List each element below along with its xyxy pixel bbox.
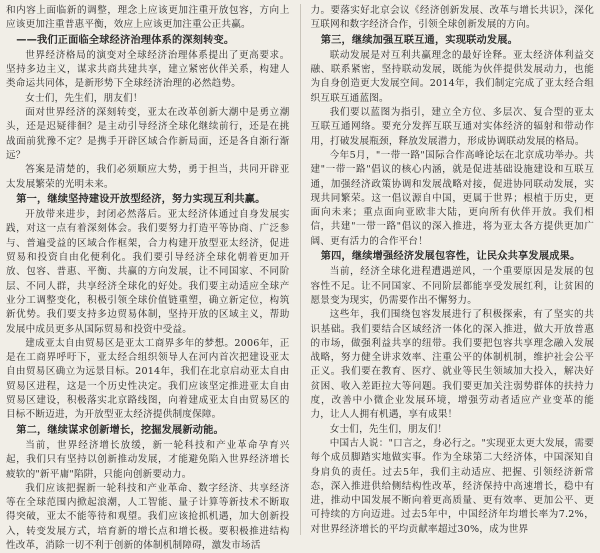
paragraph: 答案是清楚的，我们必须顺应大势，勇于担当，共同开辟亚太发展繁荣的光明未来。 (6, 164, 290, 190)
paragraph: 当前，经济全球化进程遭遇逆风，一个重要原因是发展的包容性不足。让不同国家、不同阶层都能享受发展红利，让贫困的愿景变为现实，仍需要作出不懈努力。 (310, 266, 594, 306)
paragraph: 面对世界经济的深刻转变，亚太在改革创新大潮中是勇立潮头，还是迟疑徘徊？是主动引导经济全球化继续前行，还是在挑战面前犹豫不定？是携手开辟区域合作新局面，还是各自渐行渐远？ (6, 107, 290, 161)
section-heading: 第三，继续加强互联互通，实现联动发展。 (320, 34, 519, 46)
paragraph: 我们要以蓝图为指引，建立全方位、多层次、复合型的亚太互联互通网络。要充分发挥互联互通对实体经济的辐射和带动作用，打破发展瓶颈，释放发展潜力，形成协调联动发展的格局。 (310, 107, 594, 147)
paragraph: 开放带来进步，封闭必然落后。亚太经济体通过自身发展实践，对这一点有着深刻体会。我们要努力打造平等协商、广泛参与、普遍受益的区域合作框架，合力构建开放型亚太经济，促进贸易和投资自由化便利化。我们要引导经济全球化朝着更加开放、包容、普惠、平衡、共赢的方向发展，让不同国家、不同阶层、不同人群，共享经济全球化的好处。我们要主动适应全球产业分工调整变化，积极引领全球价值链重塑，确立新定位，构筑新优势。我们要支持多边贸易体制，坚持开放的区域主义，帮助发展中成员更多从国际贸易和投资中受益。 (6, 209, 290, 335)
left-column (6, 4, 290, 551)
section-heading: 第四，继续增强经济发展包容性，让民众共享发展成果。 (320, 251, 581, 263)
paragraph: 中国古人说："口言之，身必行之。"实现亚太更大发展，需要每个成员脚踏实地做实事。作为全球第二大经济体，中国深知自身肩负的责任。过去5年，我们主动适应、把握、引领经济新常态，深入推进供给侧结构性改革，经济保持中高速增长，稳中有进，推动中国发展不断向着更高质量、更有效率、更加公平、更可持续的方向迈进。过去5年中，中国经济年均增长率为7.2%，对世界经济增长的平均贡献率超过30%，成为世界 (310, 437, 594, 535)
section-heading: ——我们正面临全球经济治理体系的深刻转变。 (16, 34, 235, 46)
paragraph: 联动发展是对互利共赢理念的最好诠释。亚太经济体利益交融、联系紧密，坚持联动发展，既能为伙伴提供发展动力，也能为自身创造更大发展空间。2014年，我们制定完成了亚太经合组织互联互通蓝图。 (310, 49, 594, 104)
paragraph: 世界经济格局的演变对全球经济治理体系提出了更高要求。坚持多边主义，谋求共商共建共享，建立紧密伙伴关系，构建人类命运共同体，是新形势下全球经济治理的必然趋势。 (6, 49, 290, 90)
paragraph: 力。要落实好北京会议《经济创新发展、改革与增长共识》，深化互联网和数字经济合作，引领全球创新发展的方向。 (310, 5, 594, 31)
paragraph: 女士们，先生们，朋友们！ (25, 92, 143, 104)
column-divider (300, 4, 301, 535)
section-heading: 第二，继续谋求创新增长，挖掘发展新动能。 (16, 424, 224, 436)
paragraph: 今年5月，"一带一路"国际合作高峰论坛在北京成功举办。共建"一带一路"倡议的核心内涵，就是促进基础设施建设和互联互通，加强经济政策协调和发展战略对接，促进协同联动发展，实现共同繁荣。这一倡议源自中国，更属于世界；根植于历史，更面向未来；重点面向亚欧非大陆，更向所有伙伴开放。我们相信，共建"一带一路"倡议的深入推进，将为亚太各方提供更加广阔、更有活力的合作平台！ (310, 149, 594, 247)
paragraph: 女士们，先生们，朋友们！ (329, 423, 448, 435)
paragraph: 建成亚太自由贸易区是亚太工商界多年的梦想。2006年，正是在工商界呼吁下，亚太经合组织领导人在河内首次把建设亚太自由贸易区确立为远景目标。2014年，我们在北京启动亚太自由贸易区进程，这是一个历史性决定。我们应该坚定推进亚太自由贸易区建设，积极落实北京路线图，向着建成亚太自由贸易区的目标不断迈进，为开放型亚太经济提供制度保障。 (6, 337, 290, 421)
right-column (311, 4, 595, 535)
paragraph: 这些年，我们围绕包容发展进行了积极探索，有了坚实的共识基础。我们要结合区域经济一体化的深入推进，做大开放普惠的市场，做强利益共享的纽带。我们要把包容共享理念融入发展战略，努力健全讲求效率、注重公平的体制机制，维护社会公平正义。我们要在教育、医疗、就业等民生领域加大投入，解决好贫困、收入差距拉大等问题。我们要更加关注弱势群体的扶持力度，改善中小微企业发展环境，增强劳动者适应产业变革的能力，让人人拥有机遇，享有成果！ (310, 309, 594, 421)
paragraph: 和内容上面临新的调整，理念上应该更加注重开放包容，方向上应该更加注重普惠平衡，效应上应该更加注重公正共赢。 (6, 5, 290, 31)
paragraph: 我们应该把握新一轮科技和产业革命、数字经济、共享经济等在全球范围内掀起浪潮，人工智能、量子计算等新技术不断取得突破，亚太不能等待和观望。我们应该抢抓机遇，加大创新投入，转变发展方式，培育新的增长点和增长极。要积极推进结构性改革，消除一切不利于创新的体制机制障碍，激发市场活 (6, 482, 290, 551)
section-heading: 第一，继续坚持建设开放型经济，努力实现互利共赢。 (16, 193, 266, 205)
paragraph: 当前，世界经济增长放缓，新一轮科技和产业革命孕育兴起，我们只有坚持以创新推动发展，才能避免陷入世界经济增长疲软的"新平庸"陷阱，只能向创新要动力。 (6, 439, 290, 480)
